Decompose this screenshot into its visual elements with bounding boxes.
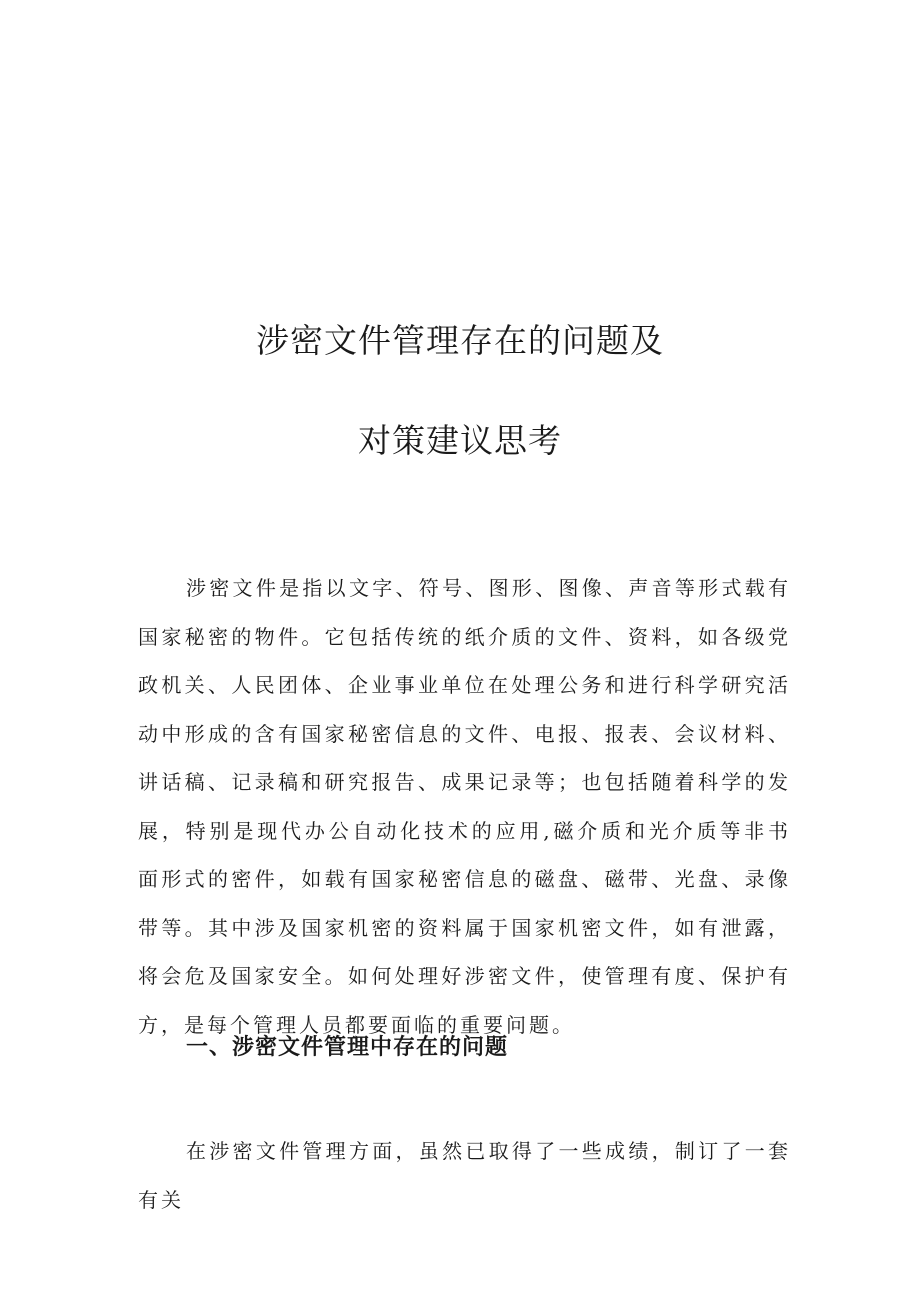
body-paragraph-2: 在涉密文件管理方面，虽然已取得了一些成绩，制订了一套有关 [138, 1139, 791, 1212]
section-heading-1: 一、涉密文件管理中存在的问题 [186, 1035, 509, 1060]
document-title-line-1: 涉密文件管理存在的问题及 [256, 321, 664, 360]
body-paragraph-1: 涉密文件是指以文字、符号、图形、图像、声音等形式载有国家秘密的物件。它包括传统的纸介质的文件、资料，如各级党政机关、人民团体、企业事业单位在处理公务和进行科学研究活动中形成的含有国家秘密信息的文件、电报、报表、会议材料、讲话稿、记录稿和研究报告、成果记录等；也包括随着科学的发展，特别是现代办公自动化技术的应用,磁介质和光介质等非书面形式的密件，如载有国家秘密信息的磁盘、磁带、光盘、录像带等。其中涉及国家机密的资料属于国家机密文件，如有泄露，将会危及国家安全。如何处理好涉密文件，使管理有度、保护有方，是每个管理人员都要面临的重要问题。 [138, 576, 791, 1037]
document-title-line-2: 对策建议思考 [358, 421, 562, 460]
